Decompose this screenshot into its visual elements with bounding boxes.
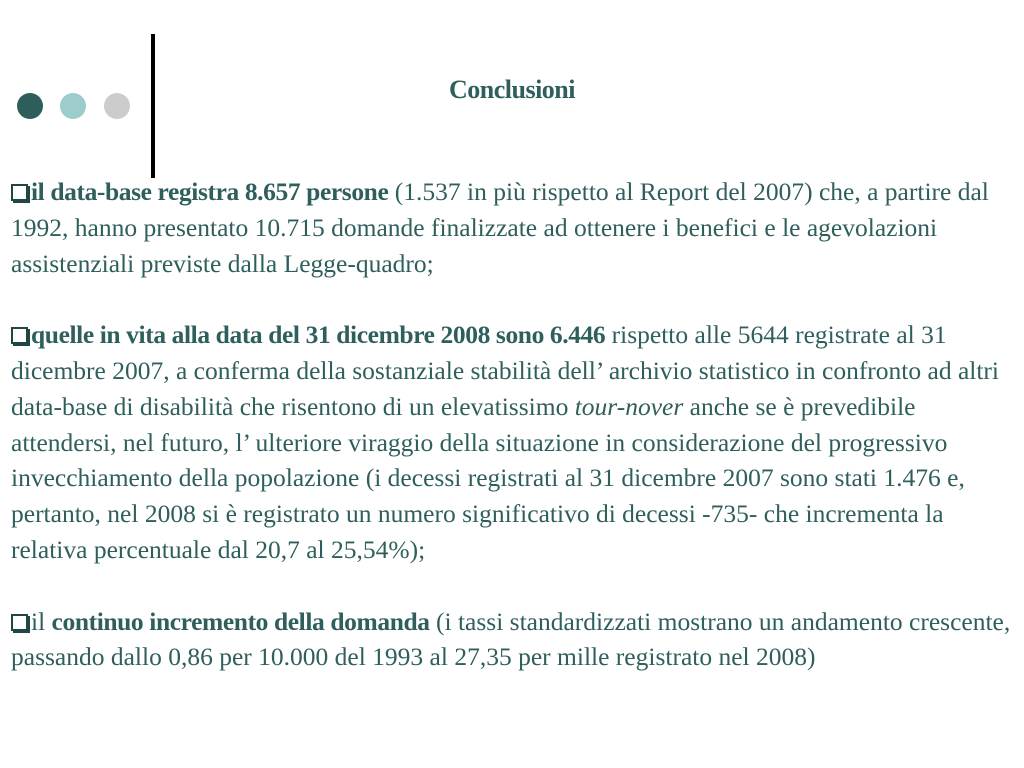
bullet-bold-text: continuo incremento della domanda	[51, 606, 430, 636]
bullet-item	[11, 317, 1017, 568]
slide-body	[11, 174, 1017, 675]
bullet-bold-text: quelle in vita alla data del 31 dicembre 2008 sono 6.446	[31, 320, 606, 350]
dot-dark	[17, 93, 43, 119]
bullet-bold-text: il data-base registra 8.657 persone	[31, 177, 389, 206]
checkbox-bullet-icon	[11, 327, 28, 344]
bullet-item	[11, 174, 1017, 281]
bullet-text: (1.537 in più rispetto al Report del 2007) che, a partire dal 1992, hanno presentato 10.715 domande finalizzate ad ottenere i benefici e le agevolazioni assistenziali previste dalla Legge-quadro;	[11, 177, 989, 278]
dot-light	[60, 93, 86, 119]
bullet-prefix-text: il	[31, 606, 52, 636]
checkbox-bullet-icon	[11, 184, 28, 201]
bullet-italic-text: tour-nover	[574, 391, 684, 421]
bullet-item	[11, 604, 1017, 676]
bullet-text: rispetto alle 5644 registrate al 31 dicembre 2007, a conferma della sostanziale stabilità dell’ archivio statistico in confronto ad altri data-base di disabilità che risentono di un elevatissimo	[11, 320, 1000, 421]
bullet-text: (i tassi standardizzati mostrano un andamento crescente, passando dallo 0,86 per 10.000 del 1993 al 27,35 per mille registrato nel 2008)	[11, 606, 1011, 672]
bullet-text: anche se è prevedibile attendersi, nel futuro, l’ ulteriore viraggio della situazione in considerazione del progressivo invecchiamento della popolazione (i decessi registrati al 31 dicembre 2007 sono stati 1.476 e, pertanto, nel 2008 si è registrato un numero significativo di decessi -735- che incrementa la relativa percentuale dal 20,7 al 25,54%);	[11, 391, 965, 564]
slide-title: Conclusioni	[449, 75, 575, 104]
dot-gray	[104, 93, 130, 119]
checkbox-bullet-icon	[11, 614, 28, 631]
vertical-divider	[151, 34, 155, 178]
